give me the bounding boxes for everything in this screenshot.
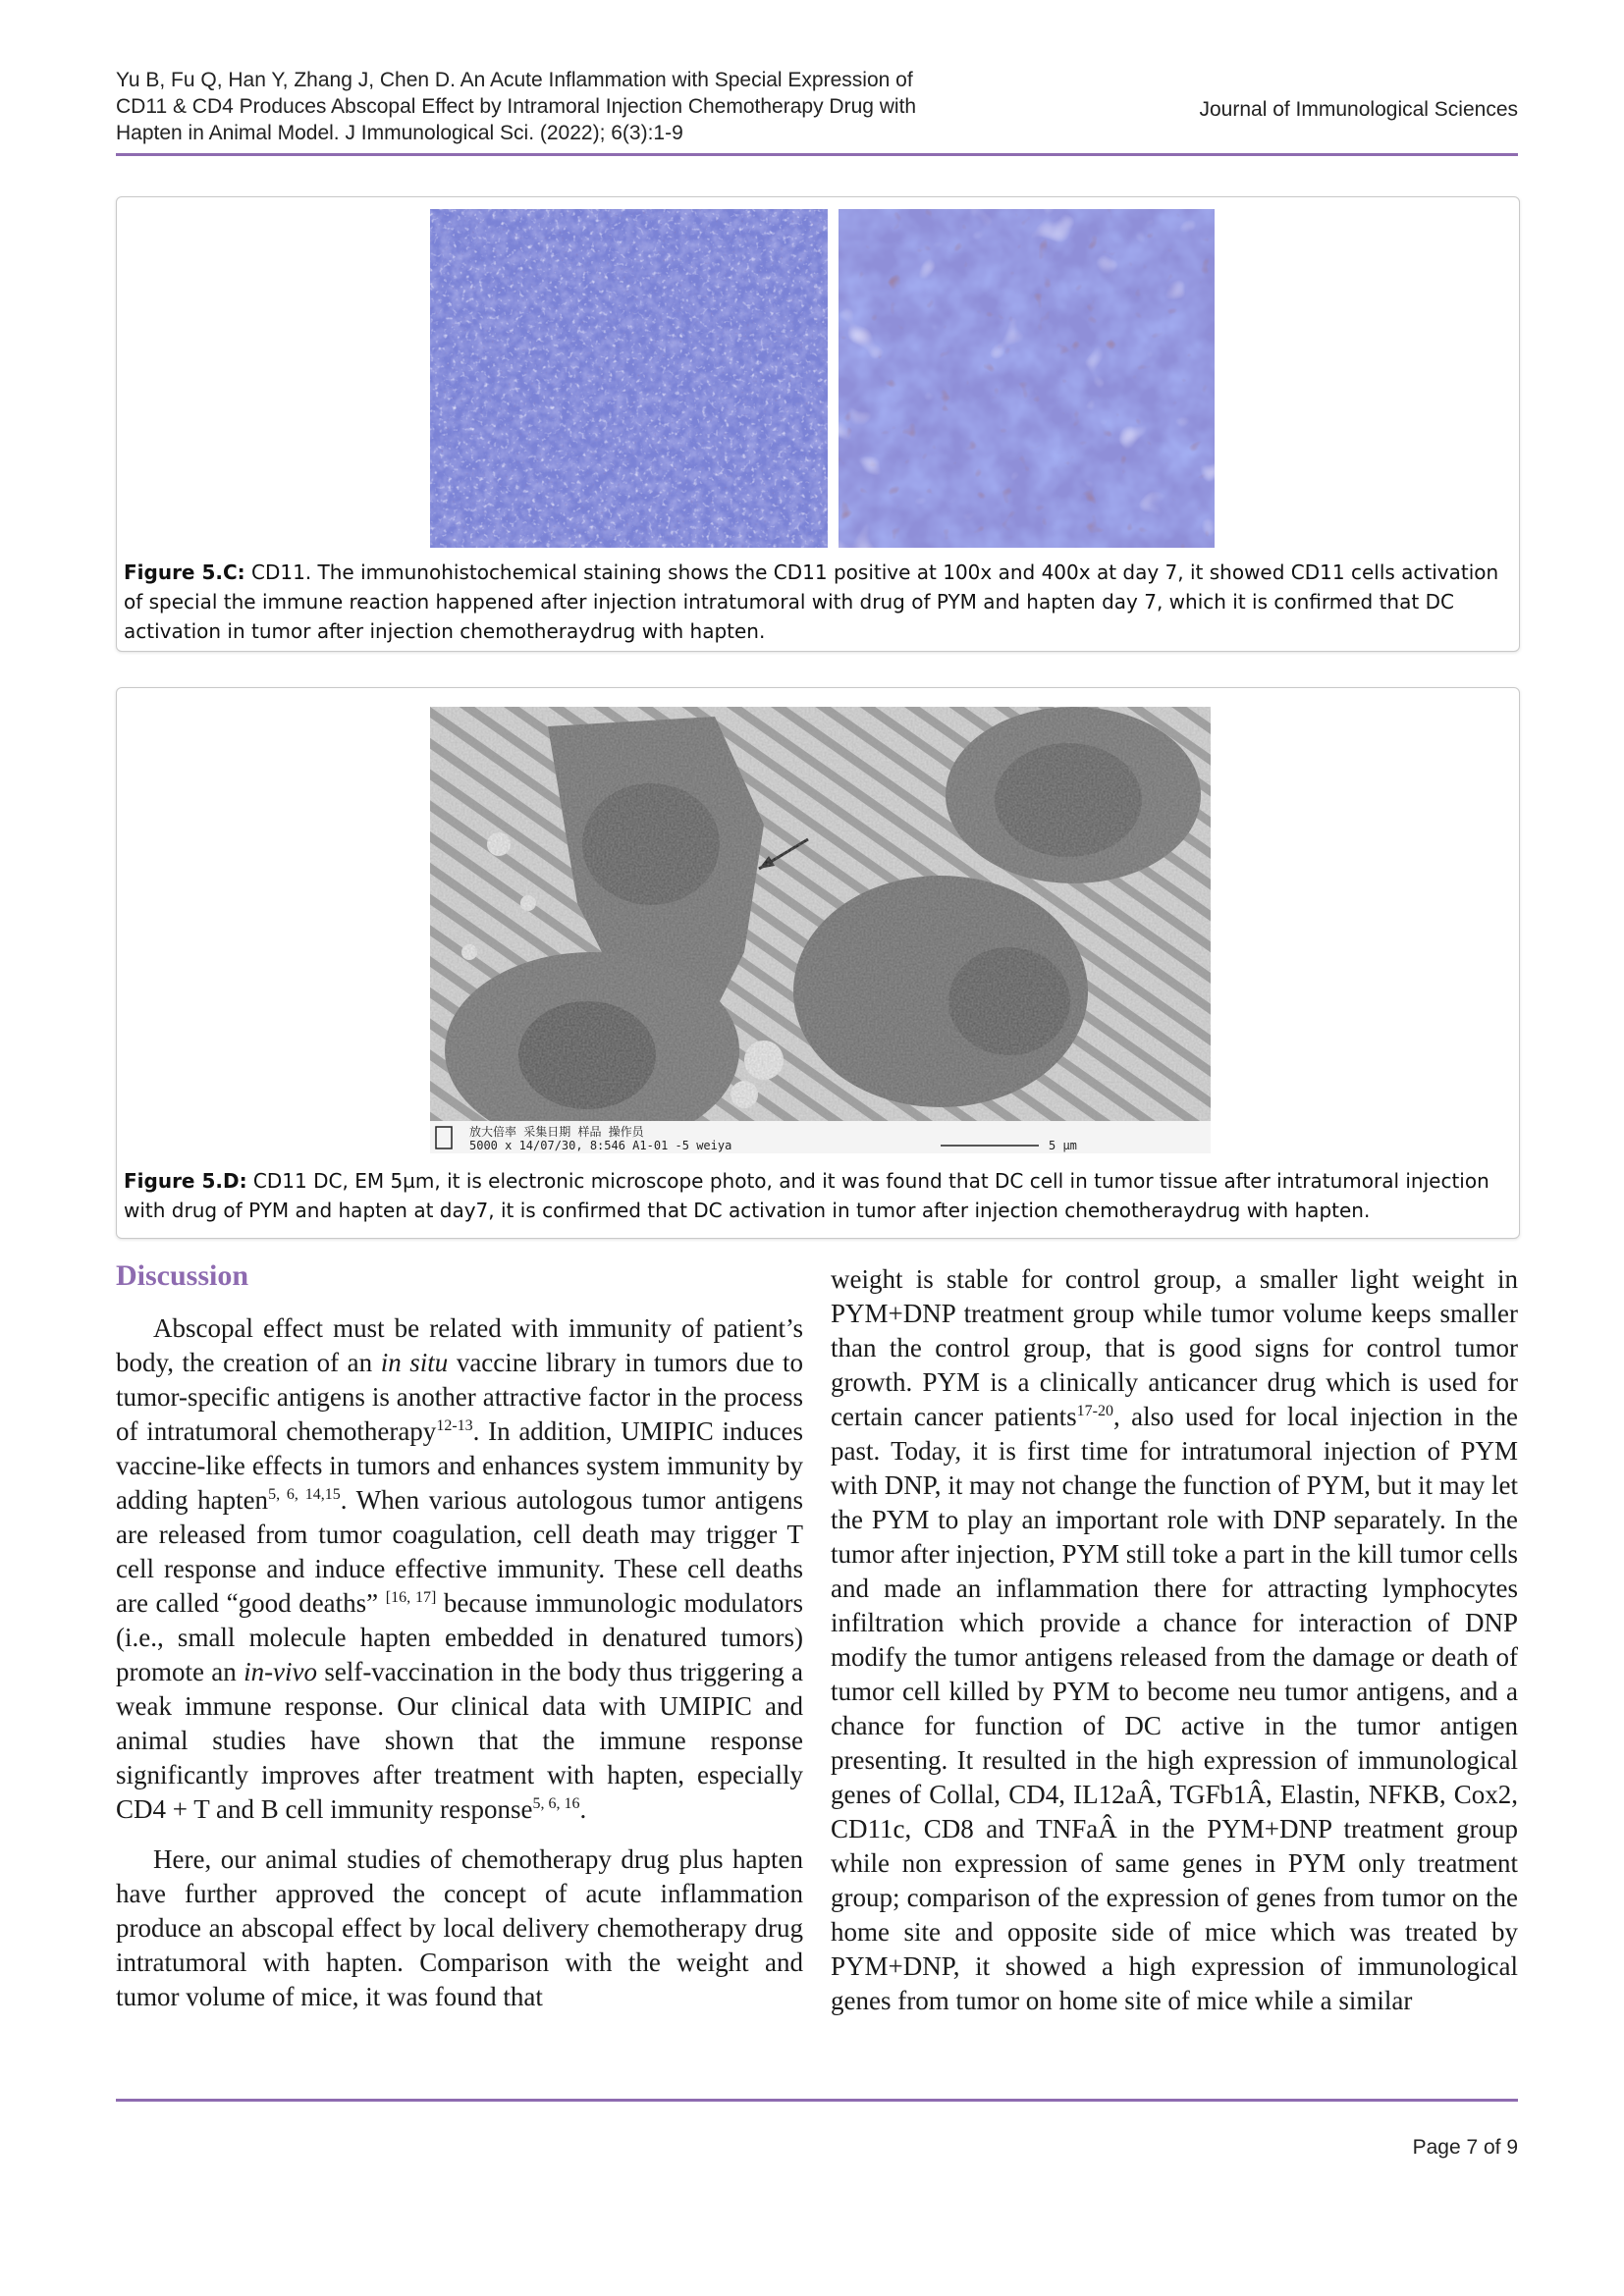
discussion-paragraph-3: weight is stable for control group, a smaller light weight in PYM+DNP treatment group while tumor volume keeps smaller than the control group, that is good signs for control tumor growth. PYM is a clinically anticancer drug which is used for certain cancer patients$^{17-20}$, also used for local injection in the past. Today, it is first time for intratumoral injection of PYM with DNP, it may not change the function of PYM, but it may let the PYM to play an important role with DNP separately. In the tumor after injection, PYM still toke a part in the kill tumor cells and made an inflammation there for attracting lymphocytes infiltration which provide a chance for interaction of DNP modify the tumor antigens released from the damage or death of tumor cell killed by PYM to become neu tumor antigens, and a chance for function of DC active in the tumor antigen presenting. It resulted in the high expression of immunological genes of Collal, CD4, IL12aÂ, TGFb1Â, Elastin, NFKB, Cox2, CD11c, CD8 and TNFaÂ in the PYM+DNP treatment group while non expression of same genes in PYM only treatment group; comparison of the expression of genes from tumor on the home site and opposite side of mice which was treated by PYM+DNP, it showed a high expression of immunological genes from tumor on home site of mice while a similar — [831, 1264, 1518, 2015]
footer-rule — [116, 2099, 1518, 2102]
discussion-paragraph-1: Abscopal effect must be related with immunity of patient’s body, the creation of an in situ vaccine library in tumors due to tumor-specific antigens is another attractive factor in the process of intratumoral chemotherapy$^{12-13}$. In addition, UMIPIC induces vaccine-like effects in tumors and enhances system immunity by adding hapten$^{5, 6, 14,15}$. When various autologous tumor antigens are released from tumor coagulation, cell death may trigger T cell response and induce effective immunity. These cell deaths are called “good deaths” [16, 17] because immunologic modulators (i.e., small molecule hapten embedded in denatured tumors) promote an in-vivo self-vaccination in the body thus triggering a weak immune response. Our clinical data with UMIPIC and animal studies have shown that the immune response significantly improves after treatment with hapten, especially CD4 + T and B cell immunity response$^{5, 6, 16}$. — [116, 1313, 804, 1824]
citation-line-3: Hapten in Animal Model. J Immunological Sci. (2022); 6(3):1-9 — [116, 122, 683, 144]
discussion-paragraph-2: Here, our animal studies of chemotherapy drug plus hapten have further approved the concept of acute inflammation produce an abscopal effect by local delivery chemotherapy drug intratumoral with hapten. Comparison with the weight and tumor volume of mice, it was found that — [116, 1844, 803, 2011]
header-rule — [116, 153, 1518, 156]
figure-5d-caption — [124, 1166, 1510, 1225]
figure-5c-caption-text: CD11. The immunohistochemical staining shows the CD11 positive at 100x and 400x at day 7, it showed CD11 cells activation of special the immune reaction happened after injection intratumoral with drug of PYM and hapten day 7, which it is confirmed that DC activation in tumor after injection chemotheraydrug with hapten. — [124, 561, 1499, 643]
left-column — [116, 1311, 803, 2030]
journal-name: Journal of Immunological Sciences — [1199, 98, 1518, 121]
figure-5c-label: Figure 5.C: — [124, 561, 245, 584]
citation-line-2: CD11 & CD4 Produces Abscopal Effect by Intramoral Injection Chemotherapy Drug with — [116, 95, 917, 118]
figure-5c-caption — [124, 558, 1510, 646]
figure-5d-label: Figure 5.D: — [124, 1169, 247, 1193]
scalebar-labels: 放大倍率 采集日期 样品 操作员 — [469, 1125, 644, 1139]
running-citation — [116, 67, 1000, 146]
discussion-heading: Discussion — [116, 1259, 249, 1292]
figure-5d-electron-micrograph — [430, 707, 1211, 1153]
figure-5c-ihc-400x — [839, 209, 1215, 548]
scalebar-values: 5000 x 14/07/30, 8:546 A1-01 -5 weiya — [469, 1139, 732, 1152]
figure-5d-caption-text: CD11 DC, EM 5µm, it is electronic microscope photo, and it was found that DC cell in tumor tissue after intratumoral injection with drug of PYM and hapten at day7, it is confirmed that DC activation in tumor after injection chemotheraydrug with hapten. — [124, 1169, 1489, 1222]
figure-5c-ihc-100x — [430, 209, 828, 548]
page-number: Page 7 of 9 — [1412, 2136, 1518, 2159]
citation-line-1: Yu B, Fu Q, Han Y, Zhang J, Chen D. An Acute Inflammation with Special Expression of — [116, 69, 913, 91]
scalebar-length: 5 µm — [1049, 1139, 1077, 1152]
right-column — [831, 1262, 1518, 2034]
